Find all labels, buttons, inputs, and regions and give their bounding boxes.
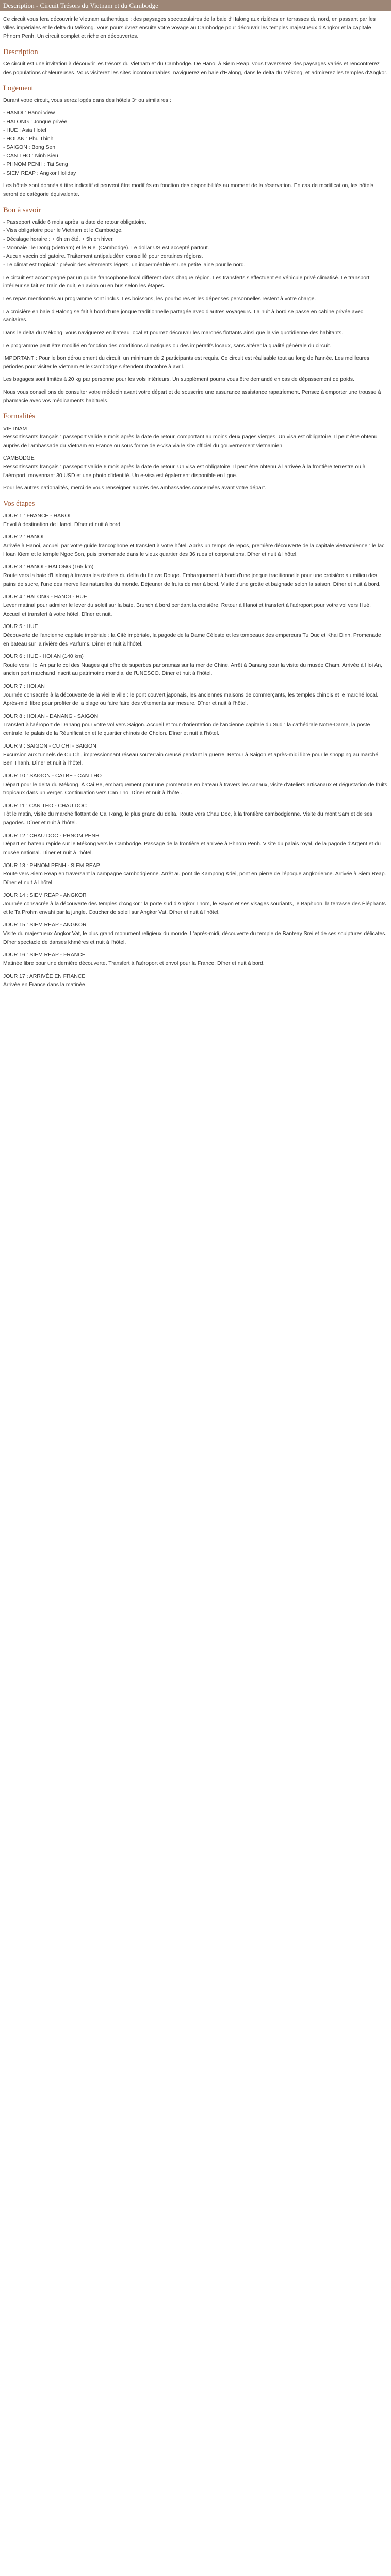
day-title: JOUR 14 : SIEM REAP - ANGKOR <box>3 892 87 899</box>
day-title: JOUR 16 : SIEM REAP - FRANCE <box>3 952 86 958</box>
day-text: Arrivée à Hanoi, accueil par votre guide francophone et transfert à votre hôtel. Après un temps de repos, première découverte de la capitale vietnamienne : le lac Hoan Kiem et le temple Ngoc Son, puis promenade dans le vieux quartier des 36 rues et corporations. Dîner et nuit à l'hôtel. <box>3 543 385 557</box>
day-text: Tôt le matin, visite du marché flottant de Cai Rang, le plus grand du delta. Route vers Chau Doc, à la frontière cambodgienne. Visite du mont Sam et de ses pagodes. Dîner et nuit à l'hôtel. <box>3 811 372 826</box>
day-text: Visite du majestueux Angkor Vat, le plus grand monument religieux du monde. L'après-midi, découverte du temple de Banteay Srei et de ses sculptures délicates. Dîner spectacle de danses khmères et nuit à l'hôtel. <box>3 931 387 945</box>
section-heading-formalites: Formalités <box>3 412 36 421</box>
country-text: Ressortissants français : passeport valide 6 mois après la date de retour, comportant au moins deux pages vierges. Un visa est obligatoire. Il peut être obtenu auprès de l'ambassade du Vietnam en France ou sous forme de e-visa via le site officiel du gouvernement vietnamien. <box>3 434 378 449</box>
day-entry <box>3 653 388 679</box>
day-entry <box>3 713 388 738</box>
bon-savoir-list <box>3 218 388 270</box>
day-entry <box>3 563 388 589</box>
day-title: JOUR 9 : SAIGON - CU CHI - SAIGON <box>3 743 96 749</box>
day-text: Excursion aux tunnels de Cu Chi, impressionnant réseau souterrain creusé pendant la guerre. Retour à Saigon et après-midi libre pour le shopping au marché Ben Thanh. Dîner et nuit à l'hôtel. <box>3 752 379 767</box>
day-title: JOUR 5 : HUE <box>3 624 38 630</box>
list-item: - Aucun vaccin obligatoire. Traitement antipaludéen conseillé pour certaines régions. <box>3 253 203 260</box>
hotel-item: - SIEM REAP : Angkor Holiday <box>3 170 76 176</box>
formalites-cambodge <box>3 454 388 480</box>
hotel-list <box>3 109 388 178</box>
formalites-vietnam <box>3 425 388 451</box>
logement-intro: Durant votre circuit, vous serez logés dans des hôtels 3* ou similaires : <box>3 97 171 104</box>
page-title: Description - Circuit Trésors du Vietnam et du Cambodge <box>3 2 158 9</box>
day-text: Départ en bateau rapide sur le Mékong vers le Cambodge. Passage de la frontière et arrivée à Phnom Penh. Visite du palais royal, de la pagode d'Argent et du musée national. Dîner et nuit à l'hôtel. <box>3 841 381 856</box>
country-label: CAMBODGE <box>3 455 35 462</box>
day-title: JOUR 12 : CHAU DOC - PHNOM PENH <box>3 833 100 839</box>
day-entry <box>3 802 388 828</box>
day-entry <box>3 742 388 768</box>
important-label: IMPORTANT : <box>3 355 37 362</box>
day-text: Journée consacrée à la découverte des temples d'Angkor : la porte sud d'Angkor Thom, le Bayon et ses visages souriants, le Baphuon, la terrasse des Éléphants et le Ta Prohm envahi par la jungle. Coucher de soleil sur Angkor Vat. Dîner et nuit à l'hôtel. <box>3 901 386 916</box>
day-title: JOUR 6 : HUE - HOI AN (140 km) <box>3 654 84 660</box>
bon-savoir-paragraph: Le programme peut être modifié en fonction des conditions climatiques ou des impératifs locaux, sans altérer la qualité générale du circuit. <box>3 343 331 349</box>
day-text: Envol à destination de Hanoi. Dîner et nuit à bord. <box>3 521 122 528</box>
intro-text: Ce circuit vous fera découvrir le Vietnam authentique : des paysages spectaculaires de la baie d'Halong aux rizières en terrasses du nord, en passant par les villes impériales et le delta du Mékong. Vous poursuivrez ensuite votre voyage au Cambodge pour découvrir les temples majestueux d'Angkor et la capitale Phnom Penh. Un circuit complet et riche en découvertes. <box>3 16 376 40</box>
hotel-item: - PHNOM PENH : Tai Seng <box>3 162 68 168</box>
day-entry <box>3 623 388 649</box>
day-entry <box>3 593 388 619</box>
logement-note: Les hôtels sont donnés à titre indicatif et peuvent être modifiés en fonction des disponibilités au moment de la réservation. En cas de modification, les hôtels seront de catégorie équivalente. <box>3 183 373 197</box>
hotel-item: - HANOI : Hanoi View <box>3 110 55 116</box>
day-text: Arrivée en France dans la matinée. <box>3 982 87 988</box>
day-entry <box>3 512 388 529</box>
description-text: Ce circuit est une invitation à découvrir les trésors du Vietnam et du Cambodge. De Hanoï à Siem Reap, vous traverserez des paysages variés et rencontrerez des populations chaleureuses. Vous visiterez les sites incontournables, naviguerez en baie d'Halong, dans le delta du Mékong, et admirerez les temples d'Angkor. <box>3 61 388 76</box>
day-title: JOUR 1 : FRANCE - HANOI <box>3 513 71 519</box>
important-text: Pour le bon déroulement du circuit, un minimum de 2 participants est requis. Ce circuit est réalisable tout au long de l'année. Les meilleures périodes pour visiter le Vietnam et le Cambodge s'étendent d'octobre à avril. <box>3 355 370 370</box>
day-entry <box>3 772 388 798</box>
day-entry <box>3 951 388 968</box>
bon-savoir-paragraph: Dans le delta du Mékong, vous naviguerez en bateau local et pourrez découvrir les marchés flottants ainsi que la vie quotidienne des habitants. <box>3 330 344 336</box>
country-label: VIETNAM <box>3 426 27 432</box>
bon-savoir-paragraph: Les repas mentionnés au programme sont inclus. Les boissons, les pourboires et les dépenses personnelles restent à votre charge. <box>3 296 316 302</box>
hotel-item: - CAN THO : Ninh Kieu <box>3 153 58 159</box>
day-text: Journée consacrée à la découverte de la vieille ville : le pont couvert japonais, les anciennes maisons de commerçants, les temples chinois et le marché local. Après-midi libre pour profiter de la plage ou faire faire des vêtements sur mesure. Dîner et nuit à l'hôtel. <box>3 692 379 707</box>
day-text: Lever matinal pour admirer le lever du soleil sur la baie. Brunch à bord pendant la croisière. Retour à Hanoi et transfert à l'aéroport pour votre vol vers Hué. Accueil et transfert à votre hôtel. Dîner et nuit. <box>3 602 371 617</box>
section-heading-logement: Logement <box>3 84 34 93</box>
day-entry <box>3 533 388 559</box>
bon-savoir-paragraph: Le circuit est accompagné par un guide francophone local différent dans chaque région. Les transferts s'effectuent en véhicule privé climatisé. Le transport intérieur se fait en train de nuit, en avion ou en bus selon les étapes. <box>3 275 370 290</box>
day-title: JOUR 10 : SAIGON - CAI BE - CAN THO <box>3 773 102 779</box>
day-text: Route vers Hoi An par le col des Nuages qui offre de superbes panoramas sur la mer de Chine. Arrêt à Danang pour la visite du musée Cham. Arrivée à Hoi An, ancien port marchand inscrit au patrimoine mondial de l'UNESCO. Dîner et nuit à l'hôtel. <box>3 662 383 677</box>
day-title: JOUR 17 : ARRIVÉE EN FRANCE <box>3 973 86 979</box>
hotel-item: - SAIGON : Bong Sen <box>3 144 56 150</box>
hotel-item: - HUE : Asia Hotel <box>3 127 46 133</box>
day-title: JOUR 11 : CAN THO - CHAU DOC <box>3 803 87 809</box>
day-text: Transfert à l'aéroport de Danang pour votre vol vers Saigon. Accueil et tour d'orientation de l'ancienne capitale du Sud : la cathédrale Notre-Dame, la poste centrale, le palais de la Réunification et le quartier chinois de Cholon. Dîner et nuit à l'hôtel. <box>3 722 370 737</box>
day-text: Matinée libre pour une dernière découverte. Transfert à l'aéroport et envol pour la France. Dîner et nuit à bord. <box>3 961 265 967</box>
list-item: - Le climat est tropical : prévoir des vêtements légers, un imperméable et une petite laine pour le nord. <box>3 262 246 268</box>
list-item: - Visa obligatoire pour le Vietnam et le Cambodge. <box>3 228 123 234</box>
day-text: Découverte de l'ancienne capitale impériale : la Cité impériale, la pagode de la Dame Céleste et les tombeaux des empereurs Tu Duc et Khai Dinh. Promenade en bateau sur la rivière des Parfums. Dîner et nuit à l'hôtel. <box>3 632 381 647</box>
section-heading-bon-savoir: Bon à savoir <box>3 206 41 214</box>
bon-savoir-paragraph: La croisière en baie d'Halong se fait à bord d'une jonque traditionnelle partagée avec d'autres voyageurs. La nuit à bord se passe en cabine privée avec sanitaires. <box>3 309 363 324</box>
day-title: JOUR 4 : HALONG - HANOI - HUE <box>3 594 87 600</box>
hotel-item: - HALONG : Jonque privée <box>3 118 68 125</box>
list-item: - Décalage horaire : + 6h en été, + 5h en hiver. <box>3 236 114 243</box>
section-heading-description: Description <box>3 47 38 56</box>
day-text: Route vers Siem Reap en traversant la campagne cambodgienne. Arrêt au pont de Kampong Kdei, pont en pierre de l'époque angkorienne. Arrivée à Siem Reap. Dîner et nuit à l'hôtel. <box>3 871 386 886</box>
main-content <box>3 15 388 994</box>
day-text: Route vers la baie d'Halong à travers les rizières du delta du fleuve Rouge. Embarquement à bord d'une jonque traditionnelle pour une croisière au milieu des pains de sucre, l'une des merveilles naturelles du monde. Déjeuner de fruits de mer à bord. Visite d'une grotte et baignade selon la saison. Dîner et nuit à bord. <box>3 573 381 587</box>
sante-text: Nous vous conseillons de consulter votre médecin avant votre départ et de souscrire une assurance assistance rapatriement. Pensez à emporter une trousse à pharmacie avec vos médicaments habituels. <box>3 389 381 404</box>
day-entry <box>3 921 388 947</box>
page-header-bar <box>0 0 391 11</box>
formalites-autres: Pour les autres nationalités, merci de vous renseigner auprès des ambassades concernées avant votre départ. <box>3 485 267 492</box>
list-item: - Monnaie : le Dong (Vietnam) et le Riel (Cambodge). Le dollar US est accepté partout. <box>3 245 209 251</box>
day-list <box>3 512 388 990</box>
hotel-item: - HOI AN : Phu Thinh <box>3 136 54 142</box>
day-title: JOUR 2 : HANOI <box>3 534 44 540</box>
day-title: JOUR 15 : SIEM REAP - ANGKOR <box>3 922 87 928</box>
day-entry <box>3 862 388 888</box>
day-entry <box>3 683 388 708</box>
day-title: JOUR 13 : PHNOM PENH - SIEM REAP <box>3 862 100 869</box>
section-heading-programme: Vos étapes <box>3 500 35 509</box>
day-text: Départ pour le delta du Mékong. À Cai Be, embarquement pour une promenade en bateau à travers les canaux, visite d'ateliers artisanaux et dégustation de fruits tropicaux dans un verger. Continuation vers Can Tho. Dîner et nuit à l'hôtel. <box>3 782 387 796</box>
day-title: JOUR 3 : HANOI - HALONG (165 km) <box>3 564 94 570</box>
day-title: JOUR 7 : HOI AN <box>3 684 45 690</box>
day-entry <box>3 973 388 990</box>
day-entry <box>3 832 388 858</box>
day-title: JOUR 8 : HOI AN - DANANG - SAIGON <box>3 714 99 720</box>
bagages-text: Les bagages sont limités à 20 kg par personne pour les vols intérieurs. Un supplément pourra vous être demandé en cas de dépassement de poids. <box>3 377 354 383</box>
day-entry <box>3 892 388 918</box>
important-notice <box>3 354 388 371</box>
country-text: Ressortissants français : passeport valide 6 mois après la date de retour. Un visa est obligatoire. Il peut être obtenu à l'arrivée à la frontière terrestre ou à l'aéroport, moyennant 30 USD et une photo d'identité. Un e-visa est également disponible en ligne. <box>3 464 366 479</box>
list-item: - Passeport valide 6 mois après la date de retour obligatoire. <box>3 219 146 225</box>
